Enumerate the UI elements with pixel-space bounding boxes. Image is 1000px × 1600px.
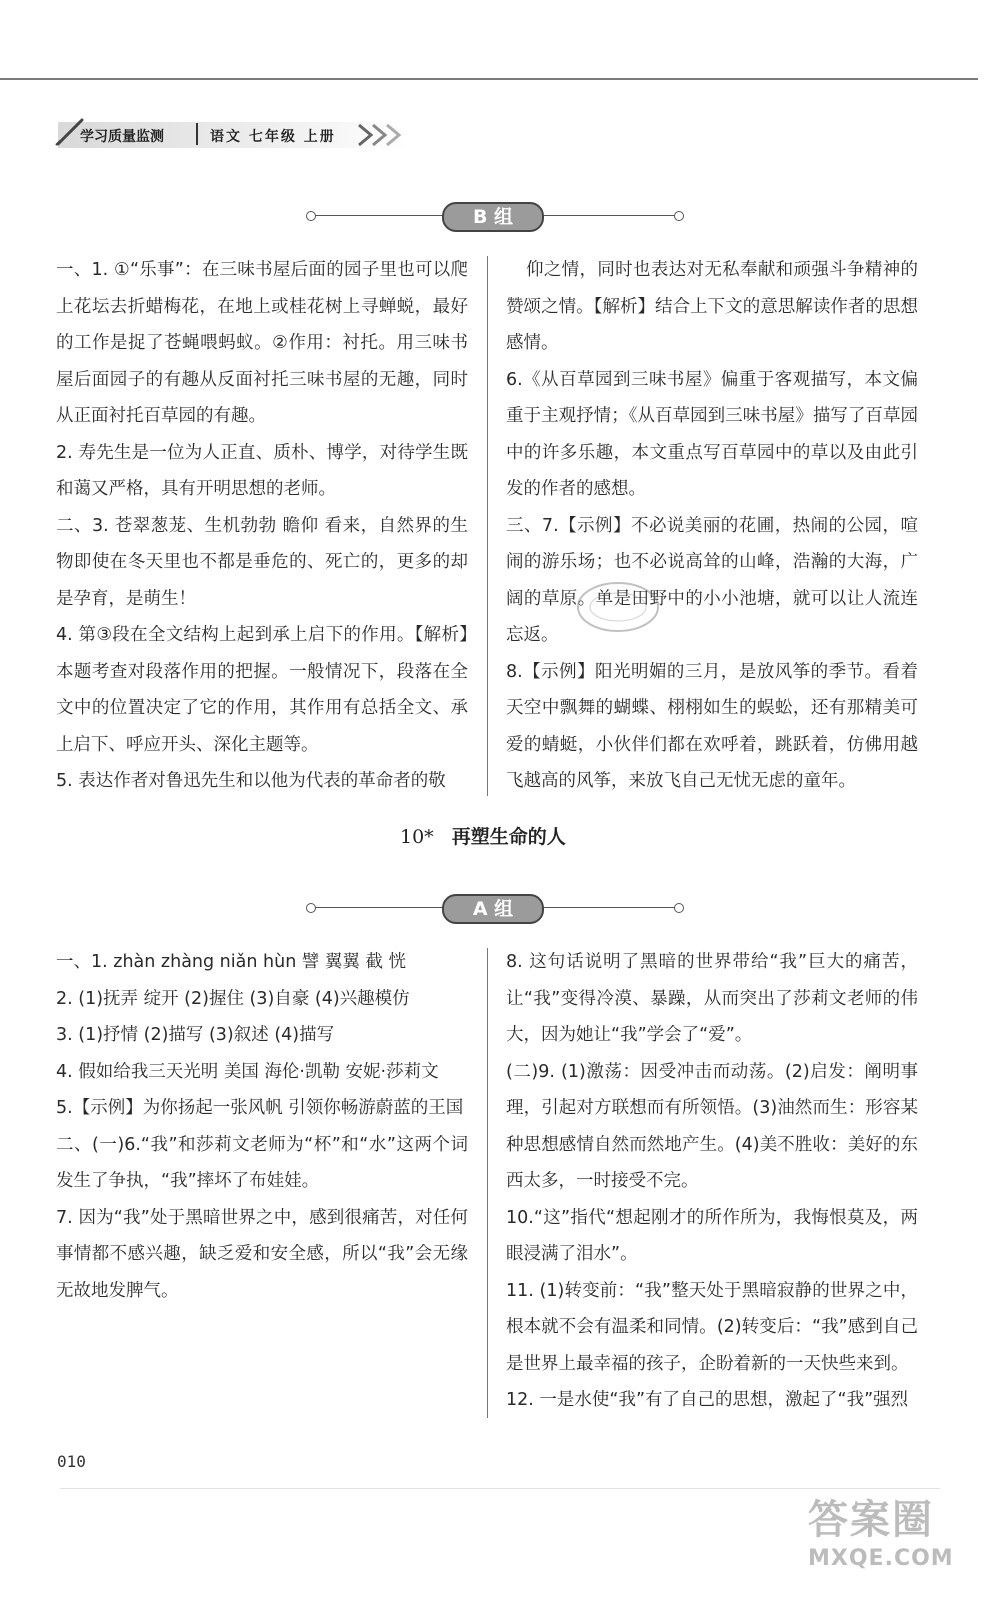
bottom-rule bbox=[60, 1488, 940, 1489]
answer-paragraph: 12. 一是水使“我”有了自己的思想，激起了“我”强烈 bbox=[506, 1390, 909, 1410]
banner-dot-right bbox=[674, 903, 684, 913]
answer-paragraph: 二、(一)6.“我”和莎莉文老师为“杯”和“水”这两个词发生了争执，“我”摔坏了布娃娃。 bbox=[56, 1134, 468, 1191]
answer-paragraph: 一、1. ①“乐事”：在三味书屋后面的园子里也可以爬上花坛去折蜡梅花，在地上或桂花树上寻蝉蜕，最好的工作是捉了苍蝇喂蚂蚁。②作用：衬托。用三味书屋后面园子的有趣从反面衬托三味书屋的无趣，同时从正面衬托百草园的有趣。 bbox=[56, 260, 468, 426]
section-a-right-column bbox=[506, 944, 918, 1419]
column-divider bbox=[487, 948, 488, 1418]
answer-paragraph: 6.《从百草园到三味书屋》偏重于客观描写，本文偏重于主观抒情；《从百草园到三味书屋》描写了百草园中的许多乐趣，本文重点写百草园中的草以及由此引发的作者的感想。 bbox=[506, 369, 918, 499]
subject-grade: 语文 七年级 上册 bbox=[210, 129, 336, 145]
answer-paragraph: 仰之情，同时也表达对无私奉献和顽强斗争精神的赞颂之情。【解析】结合上下文的意思解读作者的思想感情。 bbox=[506, 260, 918, 353]
section-b-left-column bbox=[56, 252, 468, 800]
answer-paragraph: 2. (1)抚弄 绽开 (2)握住 (3)自豪 (4)兴趣模仿 bbox=[56, 988, 410, 1009]
answer-paragraph: 5. 表达作者对鲁迅先生和以他为代表的革命者的敬 bbox=[56, 771, 446, 791]
watermark bbox=[808, 1497, 988, 1596]
answer-paragraph: 8.【示例】阳光明媚的三月，是放风筝的季节。看着天空中飘舞的蝴蝶、栩栩如生的蜈蚣，还有那精美可爱的蜻蜓，小伙伴们都在欢呼着，跳跃着，仿佛用越飞越高的风筝，来放飞自己无忧无虑的童年。 bbox=[506, 661, 918, 791]
watermark-url: MXQE.COM bbox=[808, 1546, 954, 1571]
lesson-name: 再塑生命的人 bbox=[451, 826, 566, 848]
group-a-banner bbox=[310, 896, 680, 920]
banner-dot-right bbox=[674, 211, 684, 221]
answer-paragraph: 一、1. zhàn zhàng niǎn hùn 譬 翼翼 截 恍 bbox=[56, 952, 407, 972]
answer-paragraph: 5.【示例】为你扬起一张风帆 引领你畅游蔚蓝的王国 bbox=[56, 1098, 464, 1118]
chevron-right-icon bbox=[355, 121, 411, 149]
answer-paragraph: 7. 因为“我”处于黑暗世界之中，感到很痛苦，对任何事情都不感兴趣，缺乏爱和安全感，所以“我”会无缘无故地发脾气。 bbox=[56, 1207, 468, 1301]
group-b-banner bbox=[310, 204, 680, 228]
column-divider bbox=[487, 256, 488, 796]
answer-paragraph: 2. 寿先生是一位为人正直、质朴、博学，对待学生既和蔼又严格，具有开明思想的老师。 bbox=[56, 442, 468, 499]
answer-paragraph: 8. 这句话说明了黑暗的世界带给“我”巨大的痛苦，让“我”变得冷漠、暴躁，从而突出了莎莉文老师的伟大，因为她让“我”学会了“爱”。 bbox=[506, 952, 918, 1045]
page-number: 010 bbox=[57, 1452, 86, 1471]
stamp-mark bbox=[572, 578, 664, 636]
answer-paragraph: 3. (1)抒情 (2)描写 (3)叙述 (4)描写 bbox=[56, 1025, 335, 1045]
answer-paragraph: 三、7.【示例】不必说美丽的花圃，热闹的公园，喧闹的游乐场；也不必说高耸的山峰，浩瀚的大海，广阔的草原。单是田野中的小小池塘，就可以让人流连忘返。 bbox=[506, 515, 918, 645]
answer-paragraph: 二、3. 苍翠葱茏、生机勃勃 瞻仰 看来，自然界的生物即使在冬天里也不都是垂危的、死亡的，更多的却是孕育，是萌生！ bbox=[56, 515, 468, 609]
banner-dot-left bbox=[306, 211, 316, 221]
section-a-left-column bbox=[56, 944, 468, 1309]
lesson-number: 10* bbox=[400, 826, 434, 848]
group-a-label: A 组 bbox=[442, 894, 544, 924]
section-b-right-column bbox=[506, 252, 918, 800]
group-b-label: B 组 bbox=[442, 202, 544, 232]
series-title: 学习质量监测 bbox=[80, 129, 164, 145]
top-rule bbox=[0, 78, 978, 80]
answer-paragraph: 4. 假如给我三天光明 美国 海伦·凯勒 安妮·莎莉文 bbox=[56, 1061, 439, 1082]
header-separator bbox=[196, 123, 198, 145]
answer-paragraph: 11. (1)转变前：“我”整天处于黑暗寂静的世界之中，根本就不会有温柔和同情。(2)转变后：“我”感到自己是世界上最幸福的孩子，企盼着新的一天快些来到。 bbox=[506, 1280, 918, 1374]
banner-dot-left bbox=[306, 903, 316, 913]
watermark-title: 答案圈 bbox=[808, 1497, 934, 1543]
answer-paragraph: 10.“这”指代“想起刚才的所作所为，我悔恨莫及，两眼浸满了泪水”。 bbox=[506, 1207, 918, 1264]
answer-paragraph: (二)9. (1)激荡：因受冲击而动荡。(2)启发：阐明事理，引起对方联想而有所领悟。(3)油然而生：形容某种思想感情自然而然地产生。(4)美不胜收：美好的东西太多，一时接受不完。 bbox=[506, 1061, 918, 1191]
answer-paragraph: 4. 第③段在全文结构上起到承上启下的作用。【解析】本题考查对段落作用的把握。一般情况下，段落在全文中的位置决定了它的作用，其作用有总括全文、承上启下、呼应开头、深化主题等。 bbox=[56, 625, 468, 755]
lesson-title bbox=[400, 822, 566, 849]
